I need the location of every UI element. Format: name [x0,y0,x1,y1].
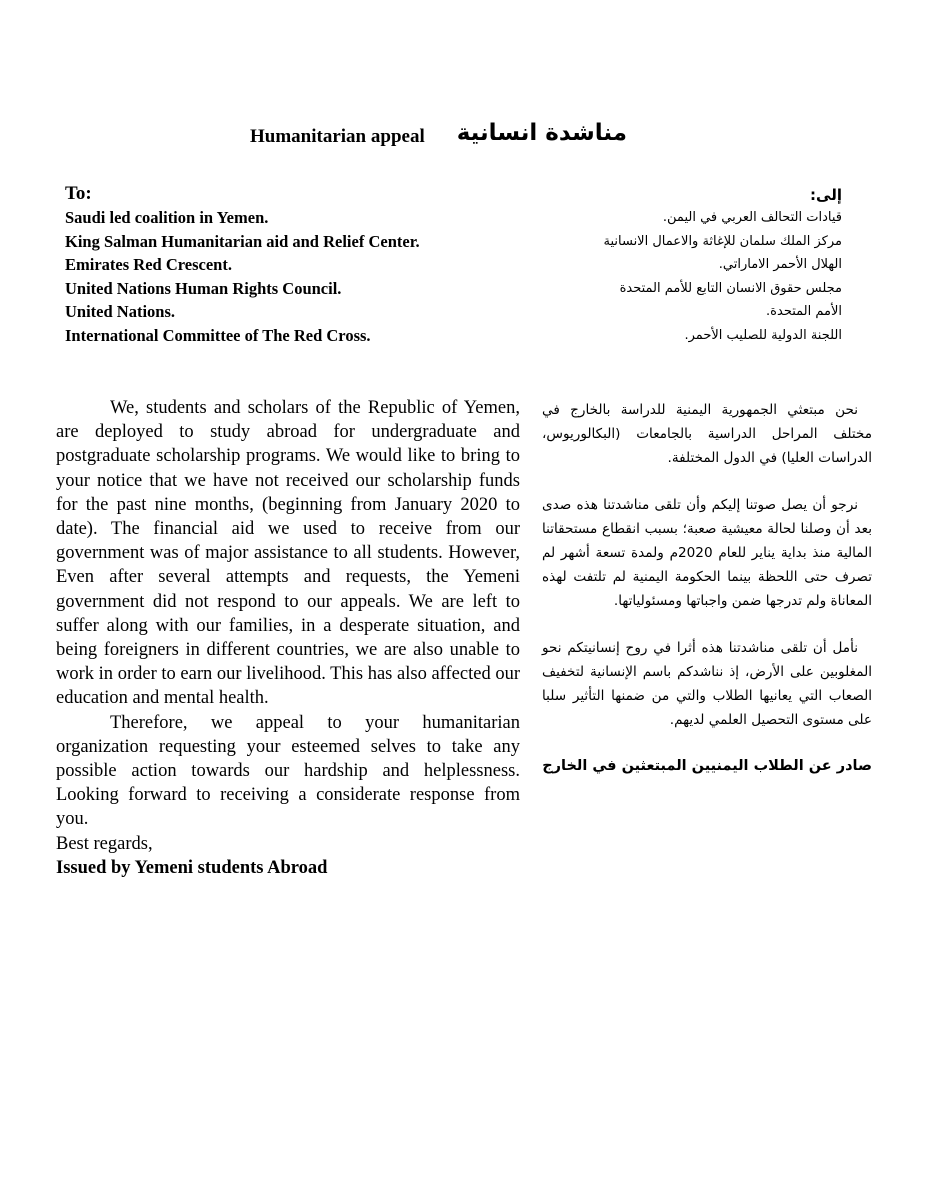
issued-by-arabic: صادر عن الطلاب اليمنيين المبتعثين في الخارج [542,758,872,775]
body-paragraph-ar: نحن مبتعثي الجمهورية اليمنية للدراسة بالخارج في مختلف المراحل الدراسية بالجامعات (البكالوريوس، الدراسات العليا) في الدول المختلفة. [542,402,872,467]
body-english [56,396,520,880]
body-arabic [542,398,872,801]
recipient-line: United Nations. [65,302,176,321]
recipient-line: Emirates Red Crescent. [65,255,232,274]
recipient-line-ar: اللجنة الدولية للصليب الأحمر. [684,327,842,343]
to-label-arabic: إلى: [810,186,842,204]
body-paragraph-ar: نأمل أن تلقى مناشدتنا هذه أثرا في روح إنسانيتكم نحو المغلوبين على الأرض، إذ نناشدكم باسم الإنسانية لتخفيف الصعاب التي يعانيها الطلاب والتي من ضمنها التأثير سلبا على مستوى التحصيل العلمي لديهم. [542,639,872,729]
issued-by-english: Issued by Yemeni students Abroad [56,857,328,878]
body-paragraph: We, students and scholars of the Republic of Yemen, are deployed to study abroad for undergraduate and postgraduate scholarship programs. We would like to bring to your notice that we have not received our scholarship funds for the past nine months, (beginning from January 2020 to date). The financial aid we used to receive from our government was of major assistance to all students. However, Even after several attempts and requests, the Yemeni government did not respond to our appeals. We are left to suffer along with our families, in a desperate situation, and being foreigners in different countries, we are also unable to work in order to earn our livelihood. This has also affected our education and mental health. [56,398,520,709]
recipient-line: United Nations Human Rights Council. [65,278,342,298]
title-arabic: مناشدة انسانية [456,120,627,146]
to-label-english: To: [65,183,92,204]
closing-text: Best regards, [56,833,153,854]
recipients-arabic [522,184,842,347]
recipient-line: International Committee of The Red Cross. [65,325,371,345]
body-paragraph-ar: نرجو أن يصل صوتنا إليكم وأن تلقى مناشدتنا هذه صدى بعد أن وصلنا لحالة معيشية صعبة؛ بسبب انقطاع مستحقاتنا المالية منذ بداية يناير للعام 2020م ولمدة تسعة أشهر لم تصرف حتى اللحظة بينما الحكومة اليمنية لم تلتفت لهذه المعاناة ولم تدرجها ضمن واجباتها ومسئولياتها. [542,496,873,610]
title-english: Humanitarian appeal [250,126,425,147]
recipient-line: Saudi led coalition in Yemen. [65,208,269,227]
recipient-line-ar: قيادات التحالف العربي في اليمن. [662,210,842,225]
recipient-line-ar: مجلس حقوق الانسان التابع للأمم المتحدة [619,280,842,296]
recipient-line: King Salman Humanitarian aid and Relief Center. [65,231,420,251]
recipients-english [65,182,485,347]
body-paragraph: Therefore, we appeal to your humanitarian organization requesting your esteemed selves to take any possible action towards our hardship and helplessness. Looking forward to receiving a considerate response from you. [56,712,520,830]
recipient-line-ar: الأمم المتحدة. [766,304,842,319]
recipient-line-ar: الهلال الأحمر الاماراتي. [718,257,842,272]
recipient-line-ar: مركز الملك سلمان للإغاثة والاعمال الانسانية [603,233,842,249]
